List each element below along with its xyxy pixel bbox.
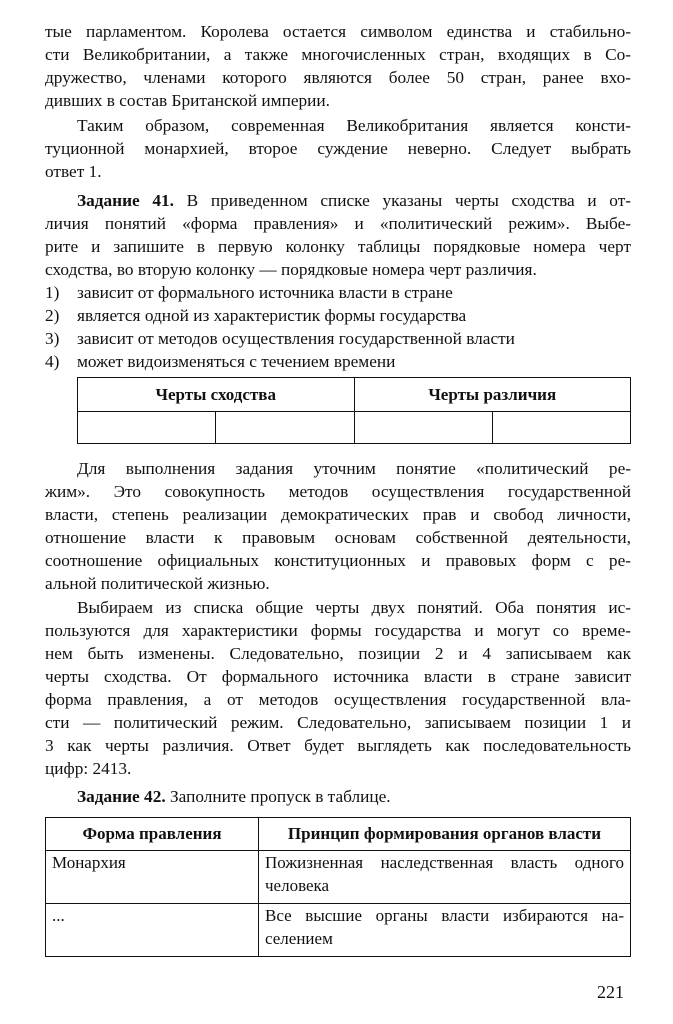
- task-42-heading: [45, 785, 631, 808]
- text-line: Выбираем из списка общие черты двух понятий. Оба понятия ис-: [77, 598, 631, 617]
- text-line: селением: [265, 929, 333, 948]
- header-principle: Принцип формирования органов власти: [259, 818, 631, 851]
- text-line: жим». Это совокупность методов осуществления государственной: [45, 482, 631, 501]
- task-label: Задание 42.: [77, 787, 166, 806]
- item-number: 4): [45, 352, 60, 371]
- item-text: может видоизменяться с течением времени: [77, 352, 396, 371]
- table-row: [46, 851, 631, 904]
- list-item: [45, 350, 631, 373]
- text-line: цифр: 2413.: [45, 759, 132, 778]
- table-row: [46, 904, 631, 957]
- page-number: 221: [597, 982, 624, 1002]
- text-line: тые парламентом. Королева остается символом единства и стабильно-: [45, 22, 631, 41]
- task-41-heading: [45, 189, 631, 212]
- item-number: 1): [45, 283, 60, 302]
- text-line: власти, степень реализации демократических прав и свобод личности,: [45, 505, 631, 524]
- cell-form-blank[interactable]: ...: [46, 904, 259, 957]
- answer-table-41: [77, 377, 631, 444]
- paragraph-2: [45, 114, 631, 183]
- text-line: Для выполнения задания уточним понятие «политический ре-: [77, 459, 631, 478]
- paragraph-4: [45, 596, 631, 780]
- answer-cell[interactable]: [354, 412, 492, 444]
- text-line: сти — политический режим. Следовательно, записываем позиции 1 и: [45, 713, 631, 732]
- cell-principle: [259, 904, 631, 957]
- text-line: человека: [265, 876, 330, 895]
- item-number: 2): [45, 306, 60, 325]
- text-line: личия понятий «форма правления» и «политический режим». Выбе-: [45, 214, 631, 233]
- header-similarities: Черты сходства: [78, 378, 355, 412]
- text-line: 3 как черты различия. Ответ будет выглядеть как последовательность: [45, 736, 631, 755]
- cell-form: Монархия: [46, 851, 259, 904]
- item-text: является одной из характеристик формы государства: [77, 306, 467, 325]
- task-label: Задание 41.: [77, 191, 174, 210]
- list-item: [45, 327, 631, 350]
- text-line: рите и запишите в первую колонку таблицы порядковые номера черт: [45, 237, 631, 256]
- text-line: сходства, во вторую колонку — порядковые номера черт различия.: [45, 260, 537, 279]
- table-42: [45, 817, 631, 957]
- text-line: дивших в состав Британской империи.: [45, 91, 330, 110]
- text-line: форма правления, а от методов осуществления государственной вла-: [45, 690, 631, 709]
- text-line: дружество, членами которого являются более 50 стран, ранее вхо-: [45, 68, 631, 87]
- answer-cell[interactable]: [492, 412, 630, 444]
- text-line: сти Великобритании, а также многочисленных стран, входящих в Со-: [45, 45, 631, 64]
- task-41: [45, 189, 631, 373]
- text-line: альной политической жизнью.: [45, 574, 270, 593]
- paragraph-1: [45, 20, 631, 112]
- header-form: Форма правления: [46, 818, 259, 851]
- paragraph-3: [45, 457, 631, 595]
- text-line: нем быть изменены. Следовательно, позиции 2 и 4 записываем как: [45, 644, 631, 663]
- text-line: отношение власти к правовым основам собственной деятельности,: [45, 528, 631, 547]
- text-line: Заполните пропуск в таблице.: [165, 787, 391, 806]
- text-line: Все высшие органы власти избираются на-: [265, 906, 624, 925]
- text-line: черты сходства. От формального источника власти в стране зависит: [45, 667, 631, 686]
- text-line: Пожизненная наследственная власть одного: [265, 853, 624, 872]
- list-item: [45, 304, 631, 327]
- text-line: пользуются для характеристики формы государства и могут со време-: [45, 621, 631, 640]
- text-line: туционной монархией, второе суждение неверно. Следует выбрать: [45, 139, 631, 158]
- text-line: ответ 1.: [45, 162, 102, 181]
- answer-cell[interactable]: [78, 412, 216, 444]
- header-differences: Черты различия: [354, 378, 631, 412]
- text-line: В приведенном списке указаны черты сходства и от-: [174, 191, 632, 210]
- answer-cell[interactable]: [216, 412, 354, 444]
- text-line: соотношение официальных конституционных и правовых форм с ре-: [45, 551, 631, 570]
- cell-principle: [259, 851, 631, 904]
- item-number: 3): [45, 329, 60, 348]
- text-line: Таким образом, современная Великобритания является консти-: [77, 116, 631, 135]
- item-text: зависит от методов осуществления государственной власти: [77, 329, 515, 348]
- list-item: [45, 281, 631, 304]
- item-text: зависит от формального источника власти в стране: [77, 283, 453, 302]
